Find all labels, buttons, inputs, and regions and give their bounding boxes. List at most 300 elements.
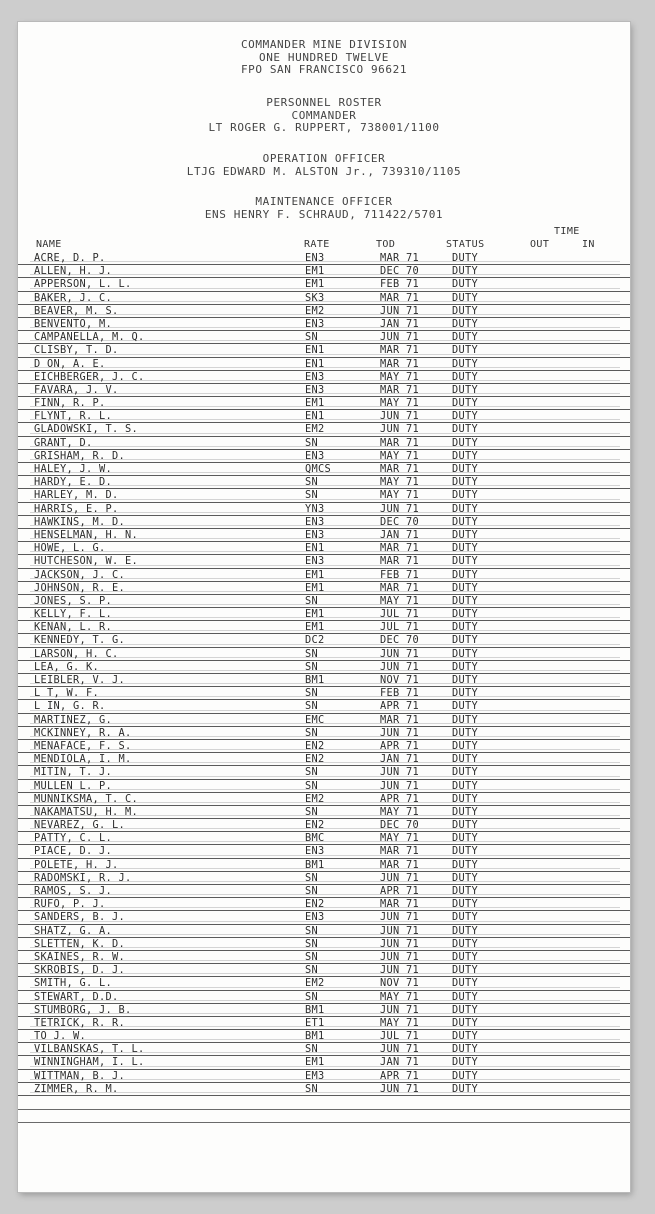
- cell-name: WINNINGHAM, I. L.: [34, 1056, 145, 1069]
- cell-status: DUTY: [452, 502, 478, 515]
- cell-tod: MAY 71: [380, 594, 419, 607]
- cell-tod: FEB 71: [380, 278, 419, 291]
- cell-rate: EN2: [305, 898, 325, 911]
- table-row: [18, 977, 630, 990]
- cell-tod: JUN 71: [380, 911, 419, 924]
- cell-rate: EN3: [305, 845, 325, 858]
- cell-name: JONES, S. P.: [34, 594, 112, 607]
- cell-name: NAKAMATSU, H. M.: [34, 805, 138, 818]
- cell-status: DUTY: [452, 871, 478, 884]
- table-row: [18, 674, 630, 687]
- cell-status: DUTY: [452, 766, 478, 779]
- unit-line: ONE HUNDRED TWELVE: [258, 50, 389, 64]
- cell-tod: JUN 71: [380, 871, 419, 884]
- table-row: [18, 555, 630, 568]
- cell-status: DUTY: [452, 805, 478, 818]
- table-row: [18, 437, 630, 450]
- cell-name: BAKER, J. C.: [34, 291, 112, 304]
- table-row: [18, 423, 630, 436]
- table-row: [18, 463, 630, 476]
- column-name: NAME: [36, 239, 62, 250]
- cell-status: DUTY: [452, 753, 478, 766]
- unit-line: FPO SAN FRANCISCO 96621: [240, 63, 408, 76]
- cell-name: PATTY, C. L.: [34, 832, 112, 845]
- cell-tod: JUL 71: [380, 608, 419, 621]
- cell-status: DUTY: [452, 950, 478, 963]
- cell-name: HARLEY, M. D.: [34, 489, 119, 502]
- cell-rate: EM2: [305, 423, 325, 436]
- cell-name: JOHNSON, R. E.: [34, 581, 125, 594]
- cell-status: DUTY: [452, 819, 478, 832]
- cell-rate: EN3: [305, 515, 325, 528]
- cell-name: MARTINEZ, G.: [34, 713, 112, 726]
- table-row: [18, 753, 630, 766]
- cell-rate: EM2: [305, 792, 325, 805]
- table-row: [18, 292, 630, 305]
- table-row: [18, 780, 630, 793]
- cell-status: DUTY: [452, 858, 478, 871]
- cell-rate: SN: [305, 489, 318, 502]
- cell-name: CLISBY, T. D.: [34, 344, 119, 357]
- table-row: [18, 806, 630, 819]
- operation-officer-header: [18, 153, 630, 178]
- cell-rate: EN1: [305, 542, 325, 555]
- cell-name: LEA, G. K.: [34, 660, 99, 673]
- cell-rate: SN: [305, 594, 318, 607]
- table-row: [18, 951, 630, 964]
- cell-name: FINN, R. P.: [34, 397, 106, 410]
- table-row: [18, 1004, 630, 1017]
- table-row: [18, 1043, 630, 1056]
- table-row: [18, 397, 630, 410]
- cell-tod: JAN 71: [380, 528, 419, 541]
- cell-status: DUTY: [452, 1069, 478, 1082]
- cell-name: L T, W. F.: [34, 687, 99, 700]
- cell-name: ALLEN, H. J.: [34, 265, 112, 278]
- cell-rate: SN: [305, 700, 318, 713]
- cell-rate: SN: [305, 1043, 318, 1056]
- cell-tod: MAR 71: [380, 713, 419, 726]
- maintenance-officer-header: [18, 196, 630, 221]
- cell-tod: MAY 71: [380, 1016, 419, 1029]
- cell-rate: EN1: [305, 344, 325, 357]
- cell-status: DUTY: [452, 436, 478, 449]
- table-row: [18, 331, 630, 344]
- cell-rate: EM1: [305, 265, 325, 278]
- table-row: [18, 845, 630, 858]
- cell-tod: FEB 71: [380, 687, 419, 700]
- cell-status: DUTY: [452, 555, 478, 568]
- cell-rate: EM1: [305, 568, 325, 581]
- cell-status: DUTY: [452, 608, 478, 621]
- cell-rate: DC2: [305, 634, 325, 647]
- cell-tod: APR 71: [380, 700, 419, 713]
- cell-tod: JUN 71: [380, 726, 419, 739]
- roster-line: PERSONNEL ROSTER: [266, 96, 382, 109]
- cell-name: EICHBERGER, J. C.: [34, 370, 145, 383]
- cell-status: DUTY: [452, 581, 478, 594]
- cell-name: SKROBIS, D. J.: [34, 964, 125, 977]
- cell-name: HOWE, L. G.: [34, 542, 106, 555]
- cell-status: DUTY: [452, 1043, 478, 1056]
- cell-status: DUTY: [452, 832, 478, 845]
- cell-rate: EMC: [305, 713, 325, 726]
- cell-status: DUTY: [452, 515, 478, 528]
- cell-rate: SN: [305, 766, 318, 779]
- cell-status: DUTY: [452, 1030, 478, 1043]
- cell-name: SMITH, G. L.: [34, 977, 112, 990]
- cell-name: WITTMAN, B. J.: [34, 1069, 125, 1082]
- cell-rate: SN: [305, 476, 318, 489]
- cell-name: FLYNT, R. L.: [34, 410, 112, 423]
- cell-status: DUTY: [452, 410, 478, 423]
- cell-status: DUTY: [452, 449, 478, 462]
- table-row: [18, 621, 630, 634]
- cell-tod: MAR 71: [380, 252, 419, 264]
- cell-rate: EN2: [305, 753, 325, 766]
- cell-tod: APR 71: [380, 739, 419, 752]
- cell-tod: JUN 71: [380, 779, 419, 792]
- cell-rate: SN: [305, 950, 318, 963]
- cell-name: MULLEN L. P.: [34, 779, 112, 792]
- cell-status: DUTY: [452, 924, 478, 937]
- cell-tod: MAR 71: [380, 845, 419, 858]
- cell-tod: DEC 70: [380, 265, 419, 278]
- table-row: [18, 410, 630, 423]
- table-row: [18, 1070, 630, 1083]
- roster-page: [18, 22, 630, 1192]
- cell-rate: SN: [305, 937, 318, 950]
- table-row: [18, 476, 630, 489]
- cell-name: LARSON, H. C.: [34, 647, 119, 660]
- cell-tod: JUN 71: [380, 964, 419, 977]
- table-row: [18, 872, 630, 885]
- cell-rate: EM1: [305, 621, 325, 634]
- cell-tod: JUN 71: [380, 423, 419, 436]
- cell-tod: APR 71: [380, 1069, 419, 1082]
- cell-status: DUTY: [452, 990, 478, 1003]
- cell-name: FAVARA, J. V.: [34, 383, 119, 396]
- cell-rate: BM1: [305, 858, 325, 871]
- table-row: [18, 384, 630, 397]
- cell-name: KENAN, L. R.: [34, 621, 112, 634]
- cell-rate: SN: [305, 331, 318, 344]
- cell-name: SHATZ, G. A.: [34, 924, 112, 937]
- cell-rate: EM1: [305, 278, 325, 291]
- cell-rate: SN: [305, 805, 318, 818]
- cell-rate: EM1: [305, 608, 325, 621]
- cell-rate: SN: [305, 885, 318, 897]
- cell-name: POLETE, H. J.: [34, 858, 119, 871]
- blank-line: [18, 1097, 630, 1110]
- cell-tod: JUN 71: [380, 647, 419, 660]
- column-tod: TOD: [376, 239, 396, 250]
- cell-tod: NOV 71: [380, 977, 419, 990]
- table-row: [18, 714, 630, 727]
- cell-status: DUTY: [452, 964, 478, 977]
- cell-rate: SN: [305, 871, 318, 884]
- table-row: [18, 252, 630, 265]
- cell-tod: JUN 71: [380, 1043, 419, 1056]
- table-row: [18, 318, 630, 331]
- cell-status: DUTY: [452, 594, 478, 607]
- cell-rate: EN2: [305, 739, 325, 752]
- cell-status: DUTY: [452, 317, 478, 330]
- cell-status: DUTY: [452, 898, 478, 911]
- cell-rate: BM1: [305, 1030, 325, 1043]
- table-row: [18, 305, 630, 318]
- cell-name: HENSELMAN, H. N.: [34, 528, 138, 541]
- cell-status: DUTY: [452, 304, 478, 317]
- cell-rate: SN: [305, 990, 318, 1003]
- cell-name: NEVAREZ, G. L.: [34, 819, 125, 832]
- cell-tod: JUN 71: [380, 924, 419, 937]
- cell-status: DUTY: [452, 1082, 478, 1095]
- column-status: STATUS: [446, 239, 485, 250]
- cell-status: DUTY: [452, 634, 478, 647]
- cell-name: CAMPANELLA, M. Q.: [34, 331, 145, 344]
- cell-tod: MAY 71: [380, 990, 419, 1003]
- unit-header: [18, 39, 630, 77]
- cell-rate: EM2: [305, 304, 325, 317]
- cell-name: TETRICK, R. R.: [34, 1016, 125, 1029]
- table-row: [18, 938, 630, 951]
- cell-rate: QMCS: [305, 463, 331, 475]
- table-row: [18, 898, 630, 911]
- cell-name: GLADOWSKI, T. S.: [34, 423, 138, 436]
- operation-officer-line: LTJG EDWARD M. ALSTON Jr., 739310/1105: [186, 164, 462, 178]
- cell-status: DUTY: [452, 489, 478, 502]
- cell-rate: EM1: [305, 1056, 325, 1069]
- cell-tod: MAR 71: [380, 463, 419, 475]
- cell-status: DUTY: [452, 278, 478, 291]
- table-row: [18, 516, 630, 529]
- cell-rate: SN: [305, 924, 318, 937]
- cell-tod: JAN 71: [380, 317, 419, 330]
- cell-status: DUTY: [452, 937, 478, 950]
- cell-status: DUTY: [452, 542, 478, 555]
- cell-rate: EN3: [305, 252, 325, 264]
- table-row: [18, 582, 630, 595]
- cell-name: PIACE, D. J.: [34, 845, 112, 858]
- cell-tod: JUN 71: [380, 304, 419, 317]
- cell-tod: JUN 71: [380, 766, 419, 779]
- table-row: [18, 1056, 630, 1069]
- cell-status: DUTY: [452, 291, 478, 304]
- cell-status: DUTY: [452, 528, 478, 541]
- table-row: [18, 529, 630, 542]
- cell-name: MUNNIKSMA, T. C.: [34, 792, 138, 805]
- cell-status: DUTY: [452, 568, 478, 581]
- cell-rate: SN: [305, 779, 318, 792]
- cell-status: DUTY: [452, 885, 478, 897]
- personnel-table: [18, 252, 630, 1096]
- commander-line: LT ROGER G. RUPPERT, 738001/1100: [208, 121, 440, 134]
- cell-tod: JUN 71: [380, 331, 419, 344]
- table-row: [18, 911, 630, 924]
- cell-status: DUTY: [452, 700, 478, 713]
- cell-tod: JUL 71: [380, 621, 419, 634]
- cell-name: VILBANSKAS, T. L.: [34, 1043, 145, 1056]
- cell-tod: DEC 70: [380, 634, 419, 647]
- cell-name: SANDERS, B. J.: [34, 911, 125, 924]
- cell-rate: BMC: [305, 832, 325, 845]
- cell-tod: MAY 71: [380, 397, 419, 410]
- column-rate: RATE: [304, 239, 330, 250]
- cell-tod: JUN 71: [380, 502, 419, 515]
- cell-status: DUTY: [452, 370, 478, 383]
- cell-rate: EM1: [305, 581, 325, 594]
- table-row: [18, 700, 630, 713]
- column-time-out: OUT: [530, 239, 550, 250]
- cell-name: JACKSON, J. C.: [34, 568, 125, 581]
- cell-name: HARDY, E. D.: [34, 476, 112, 489]
- cell-tod: MAR 71: [380, 555, 419, 568]
- table-row: [18, 595, 630, 608]
- cell-rate: EN3: [305, 528, 325, 541]
- cell-name: TO J. W.: [34, 1030, 86, 1043]
- cell-status: DUTY: [452, 713, 478, 726]
- table-row: [18, 687, 630, 700]
- cell-status: DUTY: [452, 463, 478, 475]
- cell-status: DUTY: [452, 397, 478, 410]
- table-row: [18, 727, 630, 740]
- cell-rate: EN3: [305, 449, 325, 462]
- table-row: [18, 819, 630, 832]
- cell-rate: YN3: [305, 502, 325, 515]
- table-row: [18, 740, 630, 753]
- cell-rate: BM1: [305, 674, 325, 686]
- cell-rate: SN: [305, 687, 318, 700]
- cell-name: KENNEDY, T. G.: [34, 634, 125, 647]
- cell-tod: MAR 71: [380, 357, 419, 370]
- maintenance-officer-line: ENS HENRY F. SCHRAUD, 711422/5701: [204, 207, 444, 221]
- cell-name: RUFO, P. J.: [34, 898, 106, 911]
- cell-status: DUTY: [452, 331, 478, 344]
- cell-name: HALEY, J. W.: [34, 463, 112, 475]
- cell-status: DUTY: [452, 660, 478, 673]
- table-row: [18, 661, 630, 674]
- table-row: [18, 344, 630, 357]
- cell-status: DUTY: [452, 845, 478, 858]
- table-row: [18, 489, 630, 502]
- table-row: [18, 793, 630, 806]
- cell-status: DUTY: [452, 265, 478, 278]
- cell-status: DUTY: [452, 1016, 478, 1029]
- cell-status: DUTY: [452, 476, 478, 489]
- cell-name: ZIMMER, R. M.: [34, 1082, 119, 1095]
- cell-tod: MAR 71: [380, 581, 419, 594]
- cell-rate: ET1: [305, 1016, 325, 1029]
- cell-tod: JUN 71: [380, 937, 419, 950]
- cell-rate: EM1: [305, 397, 325, 410]
- cell-status: DUTY: [452, 621, 478, 634]
- cell-status: DUTY: [452, 252, 478, 264]
- cell-rate: EN1: [305, 357, 325, 370]
- cell-rate: EN1: [305, 410, 325, 423]
- cell-tod: JUN 71: [380, 950, 419, 963]
- table-row: [18, 265, 630, 278]
- table-row: [18, 608, 630, 621]
- cell-name: HAWKINS, M. D.: [34, 515, 125, 528]
- cell-rate: BM1: [305, 1003, 325, 1016]
- cell-name: GRISHAM, R. D.: [34, 449, 125, 462]
- cell-tod: MAR 71: [380, 542, 419, 555]
- cell-rate: SN: [305, 647, 318, 660]
- cell-rate: EM3: [305, 1069, 325, 1082]
- cell-name: STUMBORG, J. B.: [34, 1003, 132, 1016]
- cell-name: MCKINNEY, R. A.: [34, 726, 132, 739]
- cell-tod: NOV 71: [380, 674, 419, 686]
- cell-name: RADOMSKI, R. J.: [34, 871, 132, 884]
- cell-status: DUTY: [452, 647, 478, 660]
- unit-line: COMMANDER MINE DIVISION: [240, 38, 408, 51]
- table-row: [18, 371, 630, 384]
- cell-name: APPERSON, L. L.: [34, 278, 132, 291]
- cell-status: DUTY: [452, 726, 478, 739]
- cell-name: SKAINES, R. W.: [34, 950, 125, 963]
- table-row: [18, 278, 630, 291]
- cell-name: HUTCHESON, W. E.: [34, 555, 138, 568]
- table-row: [18, 1030, 630, 1043]
- cell-status: DUTY: [452, 779, 478, 792]
- cell-tod: APR 71: [380, 885, 419, 897]
- cell-rate: SN: [305, 1082, 318, 1095]
- column-time-in: IN: [582, 239, 595, 250]
- roster-line: COMMANDER: [291, 108, 357, 122]
- cell-tod: JUN 71: [380, 660, 419, 673]
- operation-title: OPERATION OFFICER: [262, 152, 386, 165]
- cell-rate: SN: [305, 436, 318, 449]
- cell-name: BENVENTO, M.: [34, 317, 112, 330]
- table-row: [18, 1083, 630, 1096]
- cell-tod: DEC 70: [380, 515, 419, 528]
- cell-name: MENAFACE, F. S.: [34, 739, 132, 752]
- cell-status: DUTY: [452, 344, 478, 357]
- cell-rate: EN3: [305, 317, 325, 330]
- cell-name: KELLY, F. L.: [34, 608, 112, 621]
- cell-name: BEAVER, M. S.: [34, 304, 119, 317]
- roster-header: [18, 97, 630, 135]
- cell-tod: FEB 71: [380, 568, 419, 581]
- table-row: [18, 885, 630, 898]
- cell-name: STEWART, D.D.: [34, 990, 119, 1003]
- table-row: [18, 542, 630, 555]
- cell-tod: MAY 71: [380, 805, 419, 818]
- cell-name: GRANT, D.: [34, 436, 93, 449]
- cell-rate: EM2: [305, 977, 325, 990]
- cell-tod: DEC 70: [380, 819, 419, 832]
- cell-rate: EN3: [305, 911, 325, 924]
- cell-status: DUTY: [452, 977, 478, 990]
- cell-tod: JUL 71: [380, 1030, 419, 1043]
- blank-ruled-lines: [18, 1097, 630, 1123]
- cell-status: DUTY: [452, 674, 478, 686]
- maintenance-title: MAINTENANCE OFFICER: [255, 195, 393, 208]
- cell-tod: JAN 71: [380, 1056, 419, 1069]
- cell-status: DUTY: [452, 383, 478, 396]
- cell-name: MITIN, T. J.: [34, 766, 112, 779]
- cell-name: MENDIOLA, I. M.: [34, 753, 132, 766]
- cell-tod: MAY 71: [380, 489, 419, 502]
- cell-tod: MAR 71: [380, 436, 419, 449]
- table-row: [18, 964, 630, 977]
- cell-tod: JUN 71: [380, 1082, 419, 1095]
- cell-status: DUTY: [452, 1056, 478, 1069]
- cell-tod: MAR 71: [380, 858, 419, 871]
- cell-rate: EN3: [305, 370, 325, 383]
- cell-rate: SK3: [305, 291, 325, 304]
